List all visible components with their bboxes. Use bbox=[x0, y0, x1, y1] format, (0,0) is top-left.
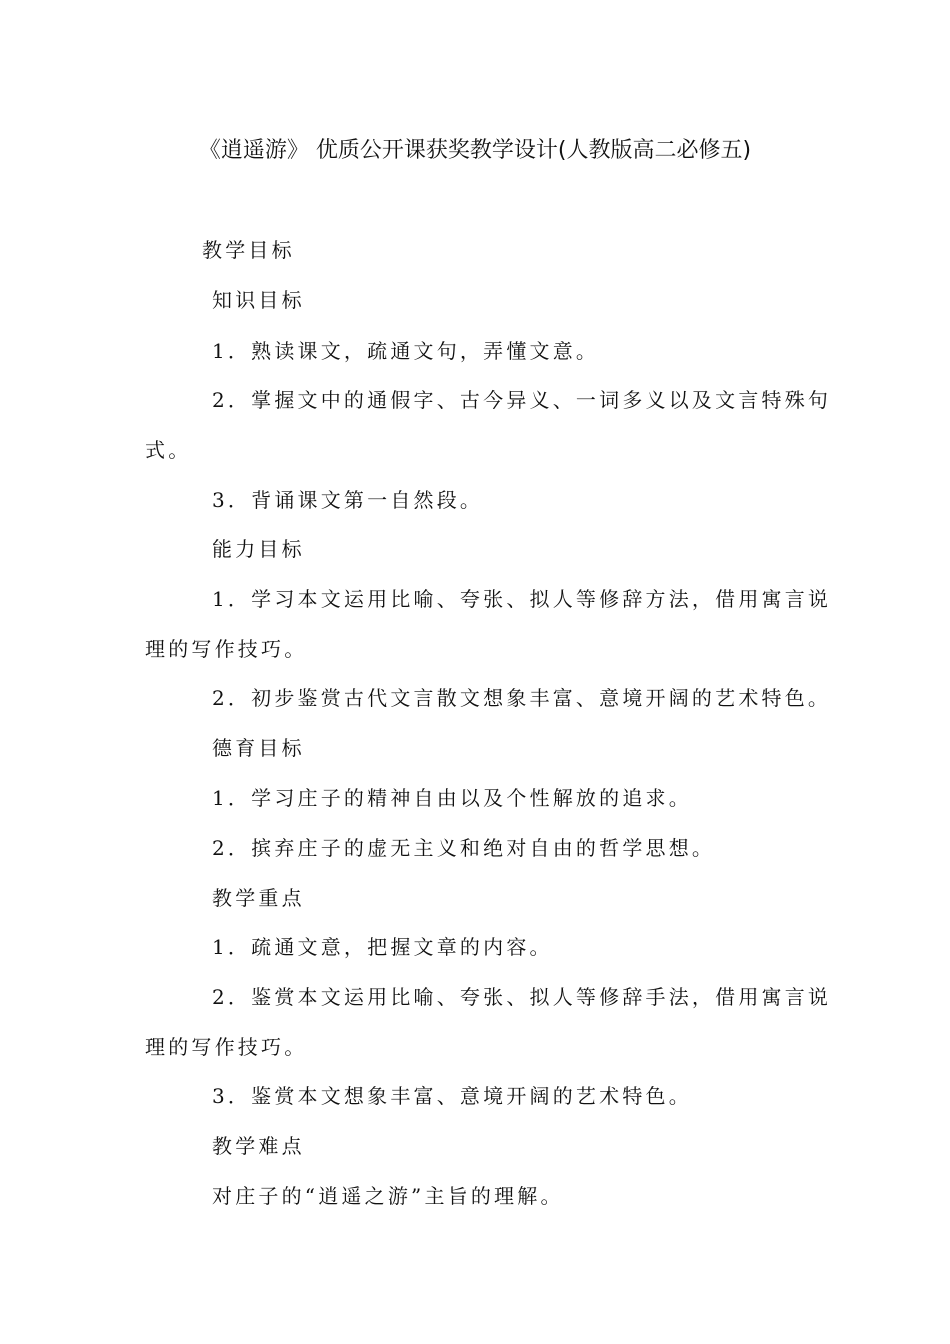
paragraph-line-continued: 式。 bbox=[145, 438, 192, 462]
paragraph-line: 1．疏通文意，把握文章的内容。 bbox=[212, 935, 553, 959]
paragraph-line: 对庄子的“逍遥之游”主旨的理解。 bbox=[212, 1184, 564, 1208]
subheading-ability-goals: 能力目标 bbox=[212, 537, 305, 561]
paragraph-line: 3．鉴赏本文想象丰富、意境开阔的艺术特色。 bbox=[212, 1084, 692, 1108]
heading-teaching-goals: 教学目标 bbox=[202, 238, 295, 262]
paragraph-line-continued: 理的写作技巧。 bbox=[145, 1035, 308, 1059]
paragraph-line: 1．熟读课文，疏通文句，弄懂文意。 bbox=[212, 339, 600, 363]
paragraph-line: 2．鉴赏本文运用比喻、夸张、拟人等修辞手法，借用寓言说 bbox=[212, 985, 832, 1009]
paragraph-line: 2．摈弃庄子的虚无主义和绝对自由的哲学思想。 bbox=[212, 836, 716, 860]
paragraph-line: 2．初步鉴赏古代文言散文想象丰富、意境开阔的艺术特色。 bbox=[212, 686, 832, 710]
document-title: 《逍遥游》 优质公开课获奖教学设计(人教版高二必修五) bbox=[198, 138, 752, 163]
heading-teaching-difficulty: 教学难点 bbox=[212, 1134, 305, 1158]
paragraph-line: 2．掌握文中的通假字、古今异义、一词多义以及文言特殊句 bbox=[212, 388, 832, 412]
paragraph-line: 1．学习庄子的精神自由以及个性解放的追求。 bbox=[212, 786, 692, 810]
paragraph-line: 3．背诵课文第一自然段。 bbox=[212, 488, 484, 512]
paragraph-line: 1．学习本文运用比喻、夸张、拟人等修辞方法，借用寓言说 bbox=[212, 587, 832, 611]
heading-teaching-focus: 教学重点 bbox=[212, 886, 305, 910]
subheading-moral-goals: 德育目标 bbox=[212, 736, 305, 760]
paragraph-line-continued: 理的写作技巧。 bbox=[145, 637, 308, 661]
subheading-knowledge-goals: 知识目标 bbox=[212, 288, 305, 312]
